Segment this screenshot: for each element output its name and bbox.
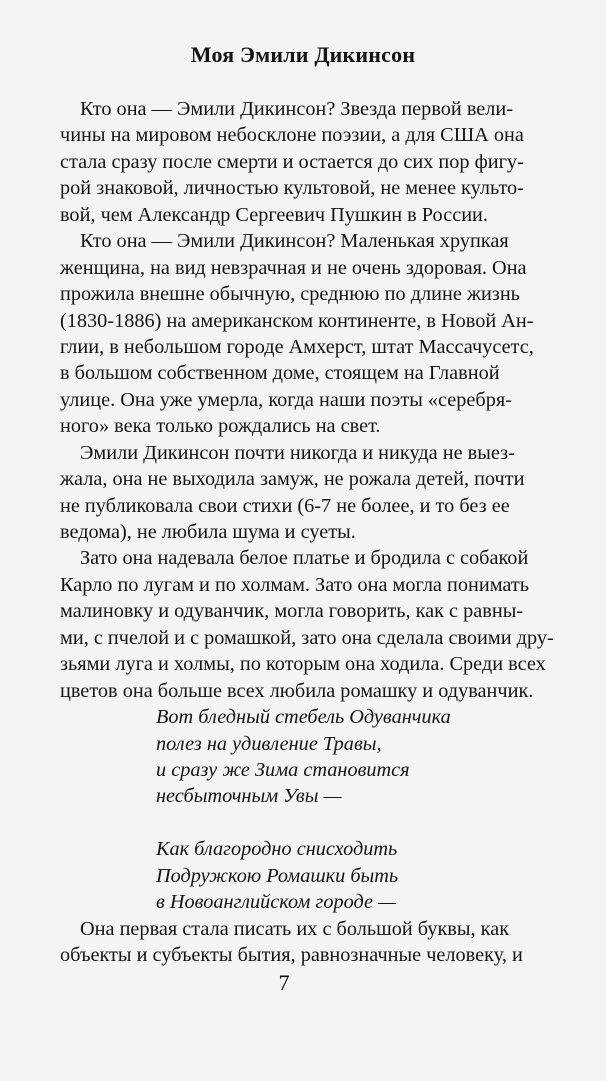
text-line: ми, с пчелой и с ромашкой, зато она сделала своими дру- xyxy=(60,626,554,649)
body-text xyxy=(60,96,600,968)
text-line: прожила внешне обычную, среднюю по длине жизнь xyxy=(60,283,520,306)
verse-line: полез на удивление Травы, xyxy=(156,732,382,755)
text-line: Она первая стала писать их с большой буквы, как xyxy=(80,917,510,940)
text-line: зьями луга и холмы, по которым она ходила. Среди всех xyxy=(60,653,546,676)
text-line: цветов она больше всех любила ромашку и одуванчик. xyxy=(60,679,534,702)
verse-line: Подружкою Ромашки быть xyxy=(156,864,399,887)
chapter-title: Моя Эмили Дикинсон xyxy=(190,42,416,67)
text-line: (1830-1886) на американском континенте, в Новой Ан- xyxy=(60,309,534,332)
text-line: ного» века только рождались на свет. xyxy=(60,415,381,438)
text-line: глии, в небольшом городе Амхерст, штат Массачусетс, xyxy=(60,335,534,358)
text-line: жала, она не выходила замуж, не рожала детей, почти xyxy=(60,468,525,491)
text-line: Зато она надевала белое платье и бродила с собакой xyxy=(80,547,529,570)
text-line: Эмили Дикинсон почти никогда и никуда не выез- xyxy=(80,441,515,464)
stanza-break xyxy=(60,810,600,836)
page-number: 7 xyxy=(278,970,290,995)
verse-line: несбыточным Увы — xyxy=(156,785,342,808)
verse-line: в Новоанглийском городе — xyxy=(156,891,397,914)
verse-line: Как благородно снисходить xyxy=(156,838,398,861)
text-line: чины на мировом небосклоне поэзии, а для США она xyxy=(60,124,524,147)
text-line: малиновку и одуванчик, могла говорить, как с равны- xyxy=(60,600,524,623)
text-line: не публиковала свои стихи (6-7 не более, и то без ее xyxy=(60,494,510,517)
text-line: рой знаковой, личностью культовой, не менее культо- xyxy=(60,177,524,200)
text-line: в большом собственном доме, стоящем на Главной xyxy=(60,362,500,385)
text-line: улице. Она уже умерла, когда наши поэты «серебря- xyxy=(60,388,512,411)
text-line: ведома), не любила шума и суеты. xyxy=(60,521,356,543)
text-line: Карло по лугам и по холмам. Зато она могла понимать xyxy=(60,573,529,596)
text-line: Кто она — Эмили Дикинсон? Маленькая хрупкая xyxy=(80,230,509,253)
text-line: вой, чем Александр Сергеевич Пушкин в России. xyxy=(60,203,488,226)
text-line: объекты и субъекты бытия, равнозначные человеку, и xyxy=(60,944,523,966)
text-line: женщина, на вид невзрачная и не очень здоровая. Она xyxy=(60,256,527,279)
verse-line: и сразу же Зима становится xyxy=(156,758,410,781)
verse-line: Вот бледный стебель Одуванчика xyxy=(156,706,451,729)
text-line: Кто она — Эмили Дикинсон? Звезда первой вели- xyxy=(80,98,514,120)
text-line: стала сразу после смерти и остается до сих пор фигу- xyxy=(60,150,524,173)
